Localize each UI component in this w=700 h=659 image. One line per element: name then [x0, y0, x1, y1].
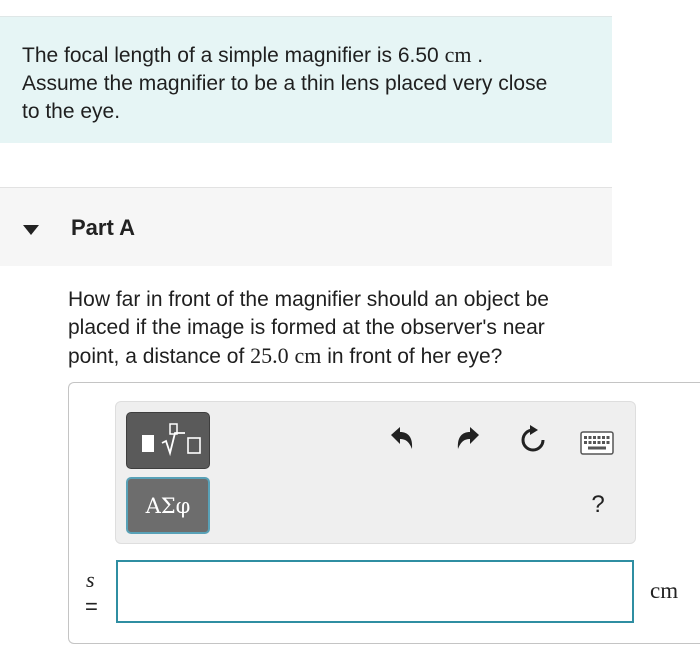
question-line-3 — [68, 342, 628, 371]
equals-sign: = — [85, 594, 98, 619]
collapse-caret-icon[interactable] — [23, 225, 39, 235]
intro-period: . — [477, 44, 484, 67]
question-value: 25.0 — [250, 343, 289, 368]
intro-line-1 — [22, 41, 612, 70]
answer-unit-label: cm — [650, 578, 679, 603]
keyboard-icon[interactable] — [580, 431, 614, 455]
question-line-1: How far in front of the magnifier should an object be — [68, 288, 549, 311]
part-a-header[interactable] — [0, 187, 612, 266]
templates-button[interactable] — [126, 412, 210, 469]
question-text: point, a distance of — [68, 345, 245, 368]
undo-icon[interactable] — [388, 425, 416, 453]
part-a-title: Part A — [71, 215, 135, 240]
answer-input[interactable] — [116, 560, 634, 623]
intro-text: The focal length of a simple magnifier is 6.50 — [22, 44, 439, 67]
answer-variable-label: s — [86, 567, 95, 592]
question-unit: cm — [294, 343, 322, 368]
problem-intro — [0, 17, 612, 143]
question-suffix: in front of her eye? — [327, 345, 503, 368]
greek-symbols-button[interactable]: ΑΣφ — [126, 477, 210, 534]
question-line-2: placed if the image is formed at the observer's near — [68, 316, 545, 339]
intro-line-3: to the eye. — [22, 100, 121, 123]
help-button[interactable]: ? — [591, 491, 605, 518]
reset-icon[interactable] — [518, 425, 548, 455]
templates-icon — [127, 413, 211, 470]
intro-unit: cm — [444, 42, 472, 67]
intro-line-2: Assume the magnifier to be a thin lens placed very close — [22, 72, 548, 95]
part-a-question — [68, 286, 628, 371]
redo-icon[interactable] — [454, 425, 482, 453]
